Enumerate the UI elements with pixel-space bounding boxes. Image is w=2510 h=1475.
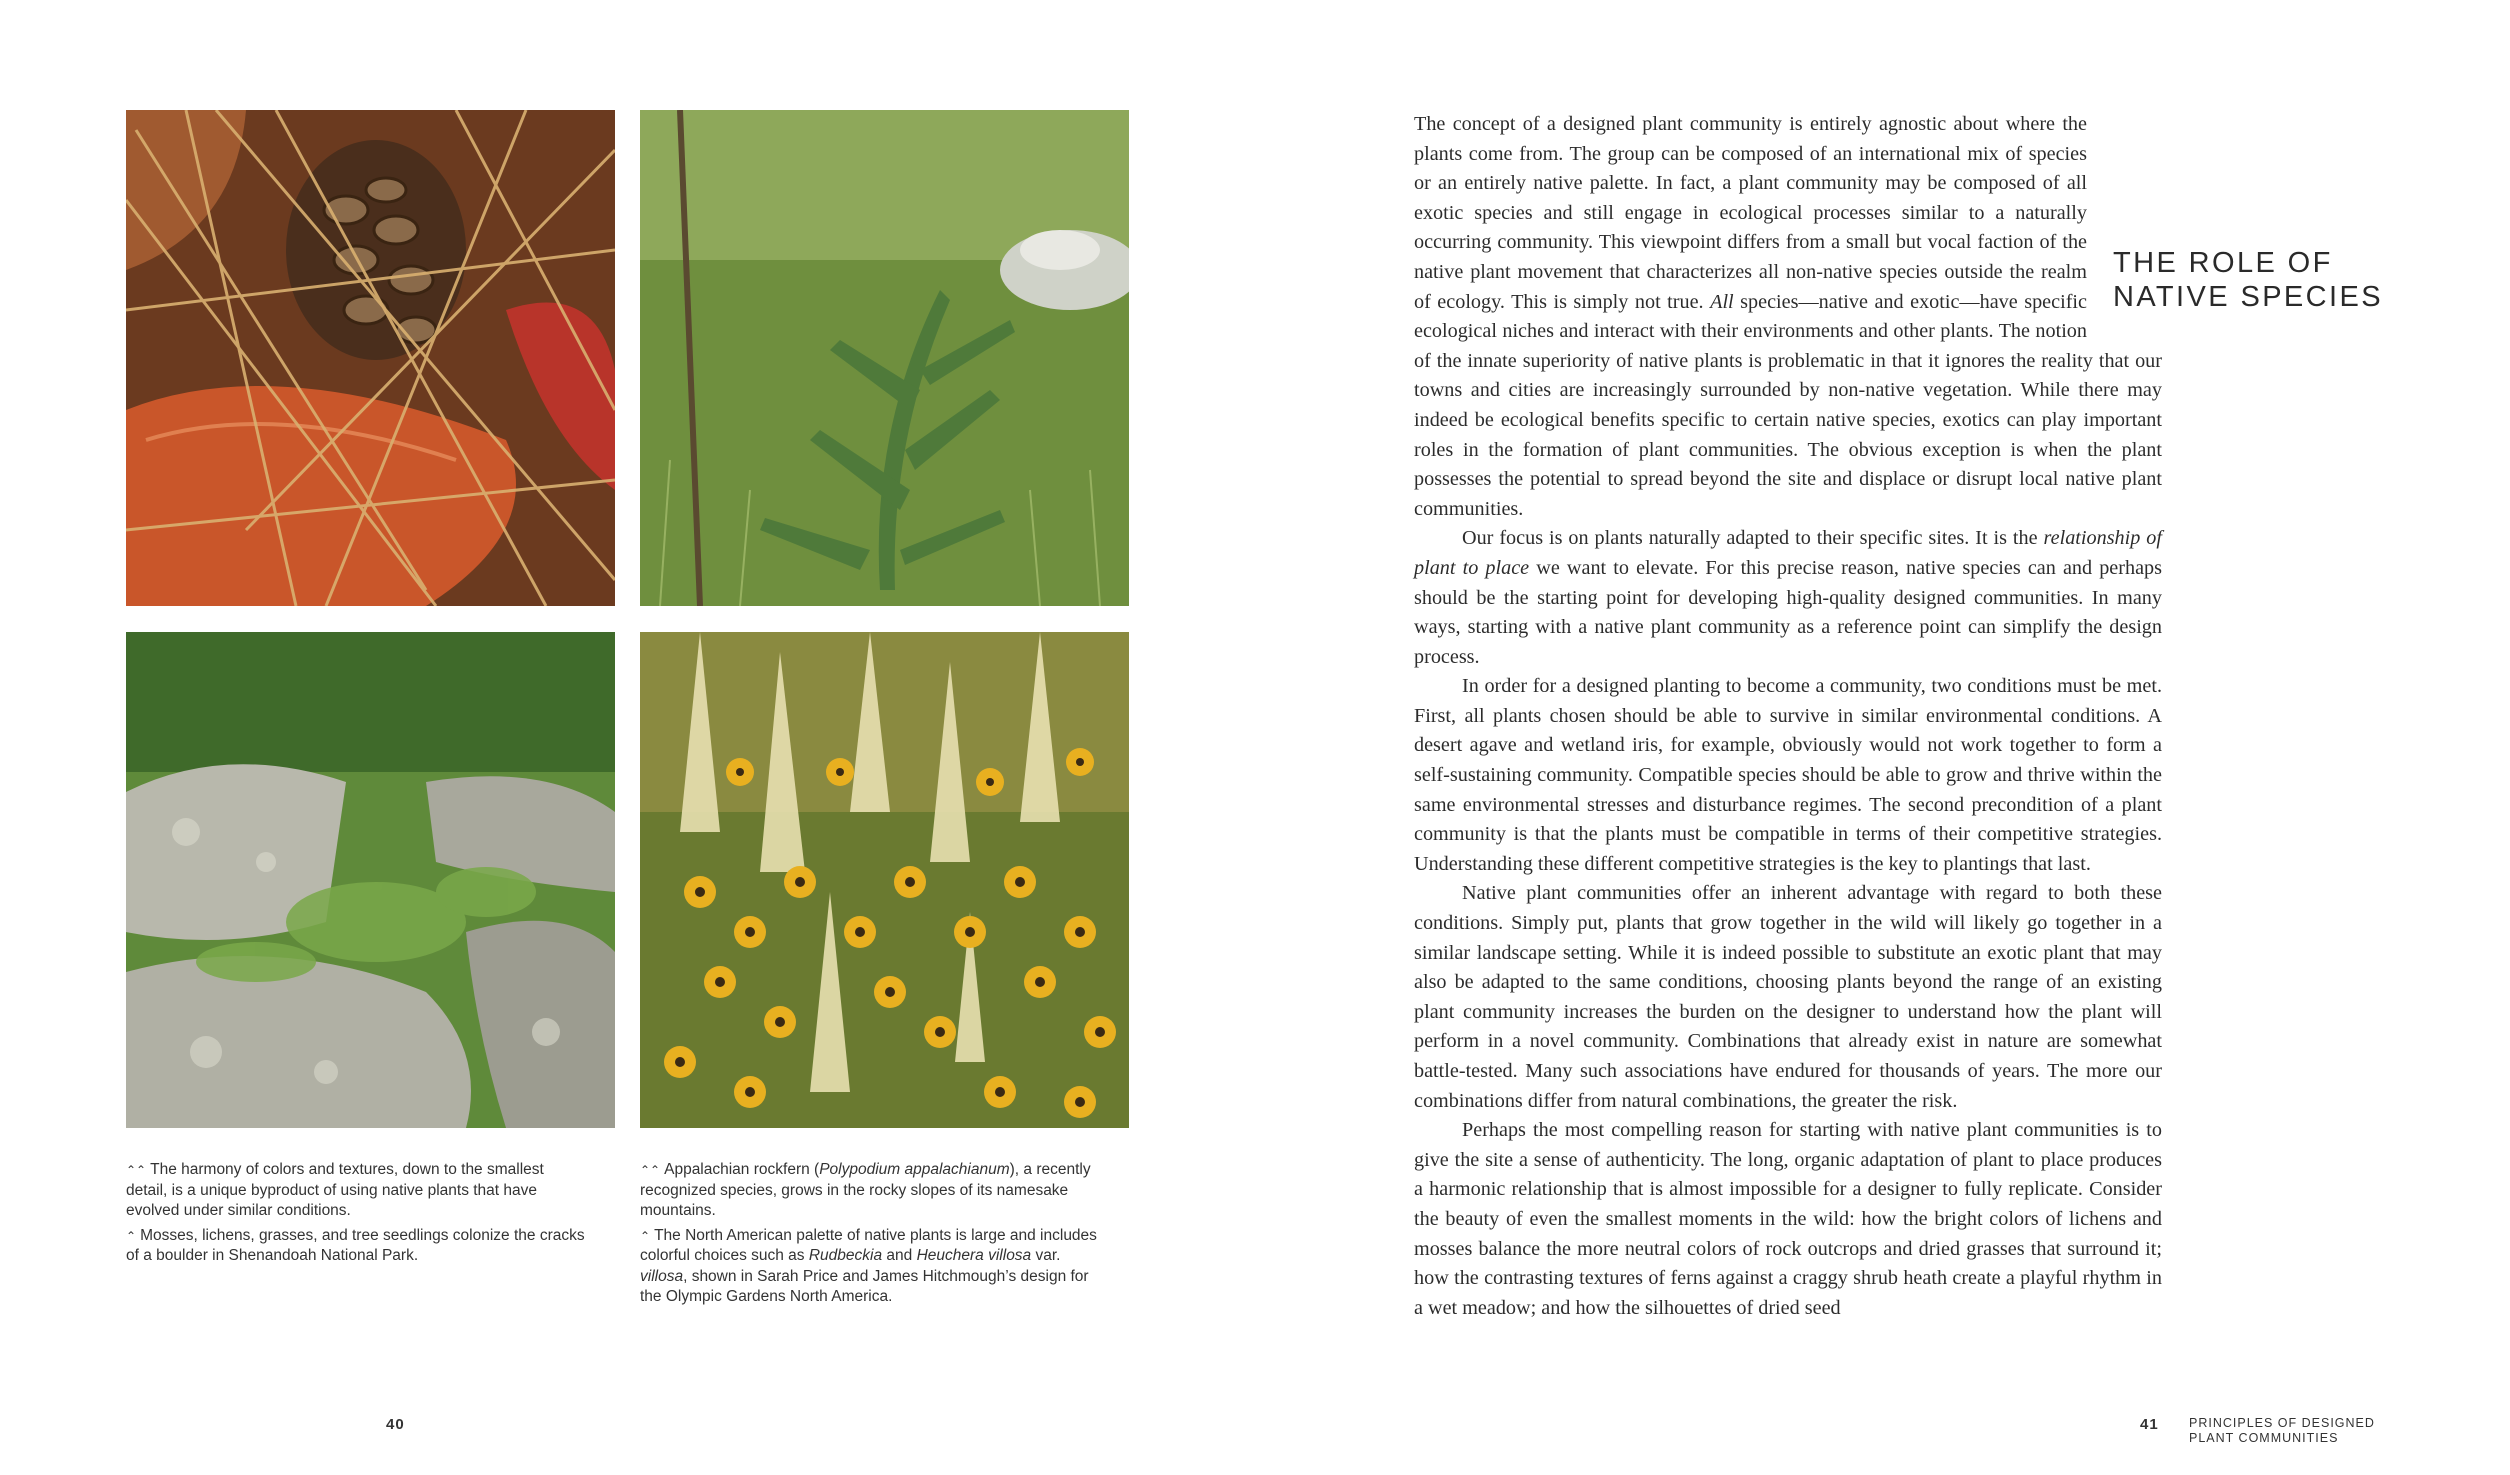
caption-arrow-down-icon: ⌃ [126, 1228, 137, 1243]
photo-rudbeckia-and-heuchera [640, 632, 1129, 1128]
caption-arrow-up-icon: ⌃⌃ [126, 1163, 147, 1177]
running-head: PRINCIPLES OF DESIGNED PLANT COMMUNITIES [2189, 1416, 2375, 1445]
photo-boulder-shenandoah [126, 632, 615, 1128]
caption-rockfern: ⌃⌃ Appalachian rockfern (Polypodium appalachianum), a recently recognized species, grows in the rocky slopes of its namesake mountains. [640, 1161, 1091, 1219]
paragraph-1: The concept of a designed plant community is entirely agnostic about where the plants come from. The group can be composed of an international mix of species or an entirely native palette. In fact, a plant community may be composed of all exotic species and still engage in ecological processes similar to a naturally occurring community. This viewpoint differs from a small but vocal faction of the native plant movement that characterizes all non-native species outside the realm of ecology. This is simply not true. All species—native and exotic—have specific ecological niches and interact with their environments and other plants. The notion of the innate superiority of native plants is problematic in that it ignores the reality that our towns and cities are increasingly surrounded by non-native vegetation. While there may indeed be ecological benefits specific to certain native species, exotics can play important roles in the formation of plant communities. The obvious exception is when the plant possesses the potential to spread beyond the site and displace or disrupt local native plant communities. [1414, 113, 2162, 520]
caption-palette: ⌃ The North American palette of native plants is large and includes colorful choices such as Rudbeckia and Heuchera villosa var. villosa, shown in Sarah Price and James Hitchmough’s design for the Olympic Gardens North America. [640, 1226, 1097, 1305]
paragraph-3: In order for a designed planting to become a community, two conditions must be met. First, all plants chosen should be able to survive in similar environmental conditions. A desert agave and wetland iris, for example, obviously would not work together to form a self-sustaining community. Compatible species should be able to grow and thrive within the same environmental stresses and disturbance regimes. The second precondition of a plant community is that the plants must be compatible in terms of their competitive strategies. Understanding these different competitive strategies is the key to plantings that last. [1414, 675, 2162, 875]
caption-column-right [640, 1160, 1100, 1312]
caption-mosses: ⌃ Mosses, lichens, grasses, and tree seedlings colonize the cracks of a boulder in Shenandoah National Park. [126, 1226, 585, 1264]
caption-arrow-down-icon: ⌃ [640, 1228, 651, 1243]
photo-appalachian-rockfern [640, 110, 1129, 606]
page-number-right: 41 [2140, 1416, 2159, 1433]
caption-arrow-up-icon: ⌃⌃ [640, 1163, 661, 1177]
caption-column-left [126, 1160, 586, 1271]
caption-harmony: ⌃⌃ The harmony of colors and textures, down to the smallest detail, is a unique byproduct of using native plants that have evolved under similar conditions. [126, 1161, 544, 1219]
paragraph-5: Perhaps the most compelling reason for starting with native plant communities is to give the site a sense of authenticity. The long, organic adaptation of plant to place produces a harmonic relationship that is almost impossible for a designer to fully replicate. Consider the beauty of even the smallest moments in the wild: how the bright colors of lichens and mosses balance the more neutral colors of rock outcrops and dried grasses that surround it; how the contrasting textures of ferns against a craggy shrub heath create a playful rhythm in a wet meadow; and how the silhouettes of dried seed [1414, 1119, 2162, 1319]
body-text [1414, 110, 2162, 1323]
photo-pine-needles-and-leaves [126, 110, 615, 606]
page-number-left: 40 [386, 1416, 405, 1433]
section-heading: THE ROLE OF NATIVE SPECIES [2113, 247, 2383, 314]
paragraph-2: Our focus is on plants naturally adapted to their specific sites. It is the relationship of plant to place we want to elevate. For this precise reason, native species can and perhaps should be the starting point for developing high-quality designed communities. In many ways, starting with a native plant community as a reference point can simplify the design process. [1414, 527, 2162, 668]
paragraph-4: Native plant communities offer an inherent advantage with regard to both these conditions. Simply put, plants that grow together in the wild will likely go together in a similar landscape setting. While it is indeed possible to substitute an exotic plant that may also be adapted to the same conditions, choosing plants beyond the range of an existing plant community increases the burden on the designer to understand how the plant will perform in a novel community. Combinations that already exist in nature are somewhat battle-tested. Many such associations have endured for thousands of years. The more our combinations differ from natural combinations, the greater the risk. [1414, 882, 2162, 1112]
